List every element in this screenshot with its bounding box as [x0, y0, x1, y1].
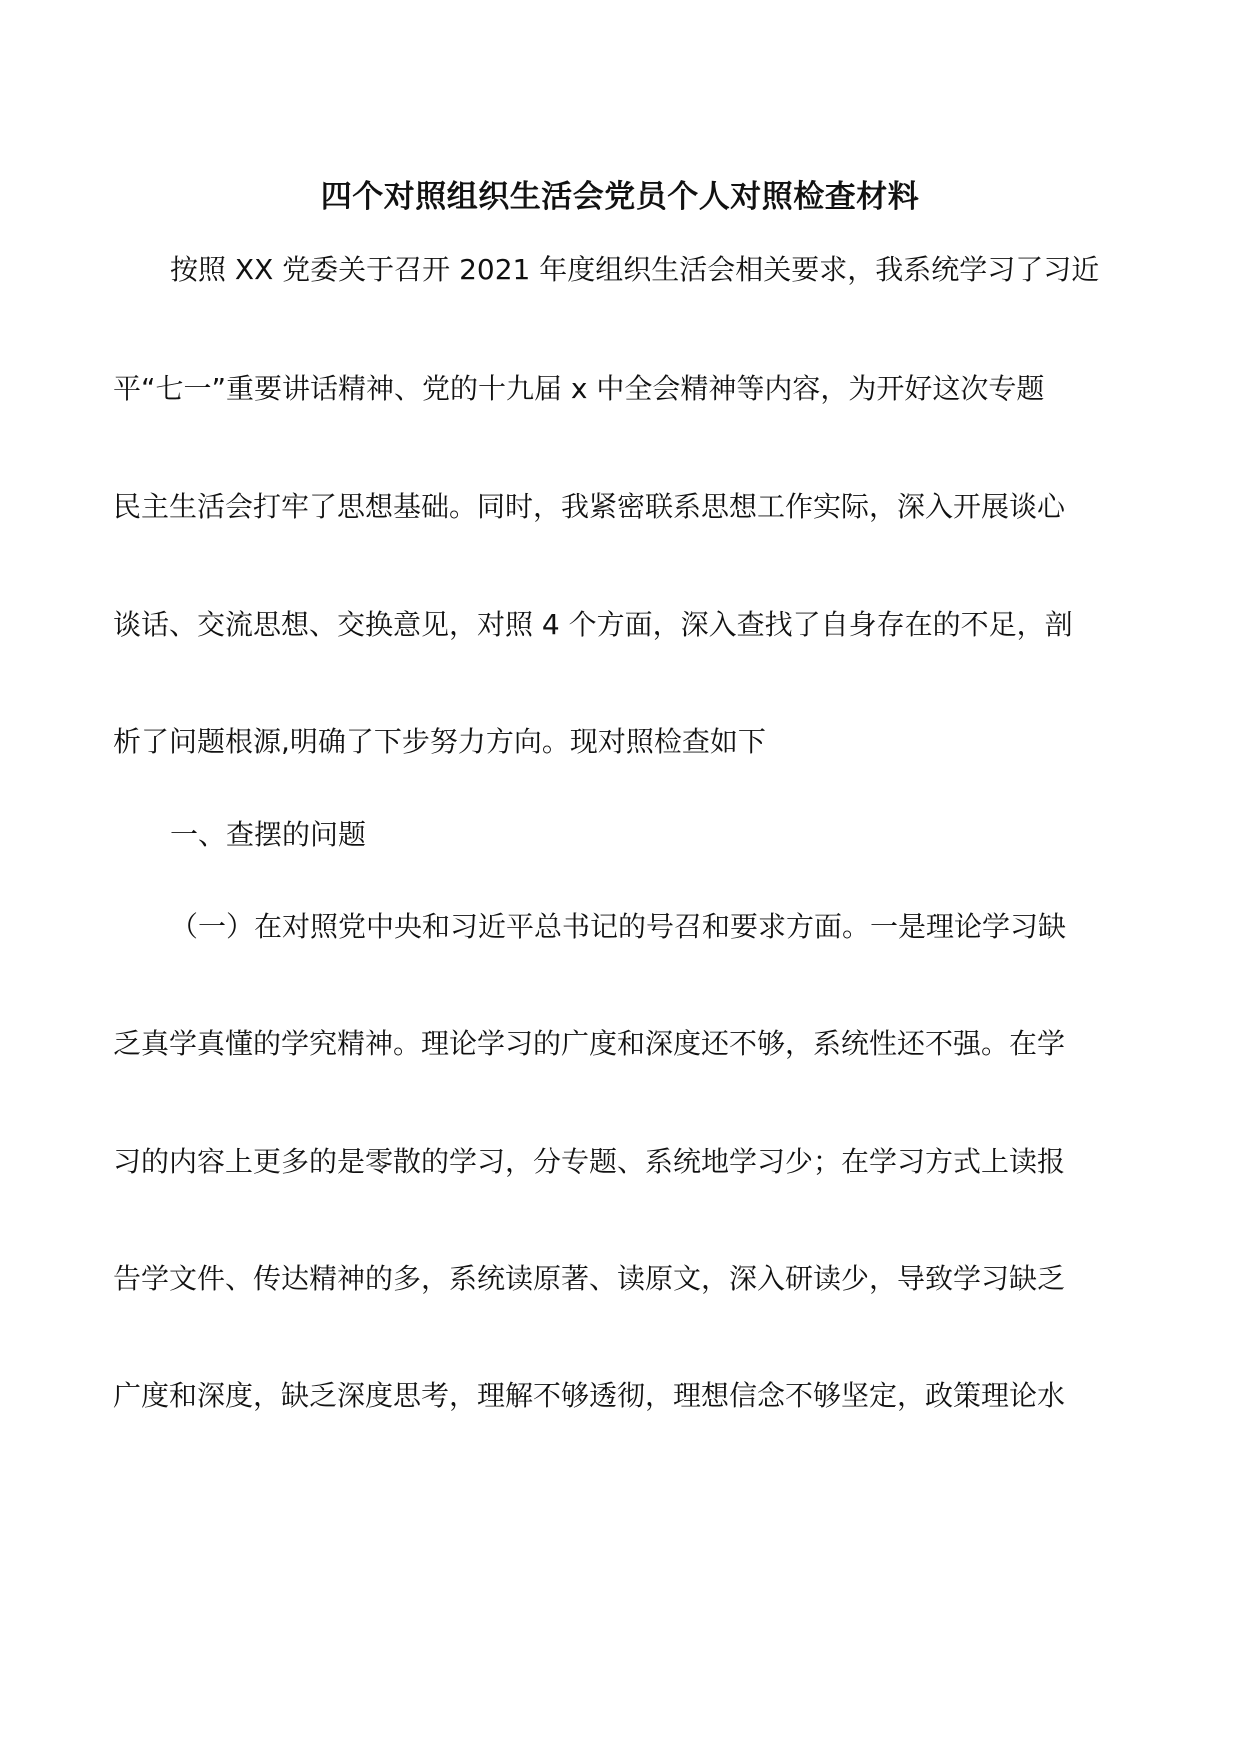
document-title: 四个对照组织生活会党员个人对照检查材料 [320, 179, 920, 215]
paragraph-line: 平“七一”重要讲话精神、党的十九届 x 中全会精神等内容，为开好这次专题 [113, 372, 1045, 405]
paragraph-line: 析了问题根源,明确了下步努力方向。现对照检查如下 [113, 725, 766, 758]
section-heading: 一、查摆的问题 [170, 818, 367, 851]
paragraph-line: 乏真学真懂的学究精神。理论学习的广度和深度还不够，系统性还不强。在学 [113, 1027, 1066, 1060]
paragraph-line: 告学文件、传达精神的多，系统读原著、读原文，深入研读少，导致学习缺乏 [113, 1262, 1066, 1295]
paragraph-line: 按照 XX 党委关于召开 2021 年度组织生活会相关要求，我系统学习了习近 [170, 253, 1100, 286]
paragraph-line: （一）在对照党中央和习近平总书记的号召和要求方面。一是理论学习缺 [170, 910, 1067, 943]
paragraph-line: 谈话、交流思想、交换意见，对照 4 个方面，深入查找了自身存在的不足，剖 [113, 608, 1073, 641]
paragraph-line: 广度和深度，缺乏深度思考，理解不够透彻，理想信念不够坚定，政策理论水 [113, 1379, 1066, 1412]
paragraph-line: 习的内容上更多的是零散的学习，分专题、系统地学习少；在学习方式上读报 [113, 1145, 1066, 1178]
paragraph-line: 民主生活会打牢了思想基础。同时，我紧密联系思想工作实际，深入开展谈心 [113, 490, 1066, 523]
